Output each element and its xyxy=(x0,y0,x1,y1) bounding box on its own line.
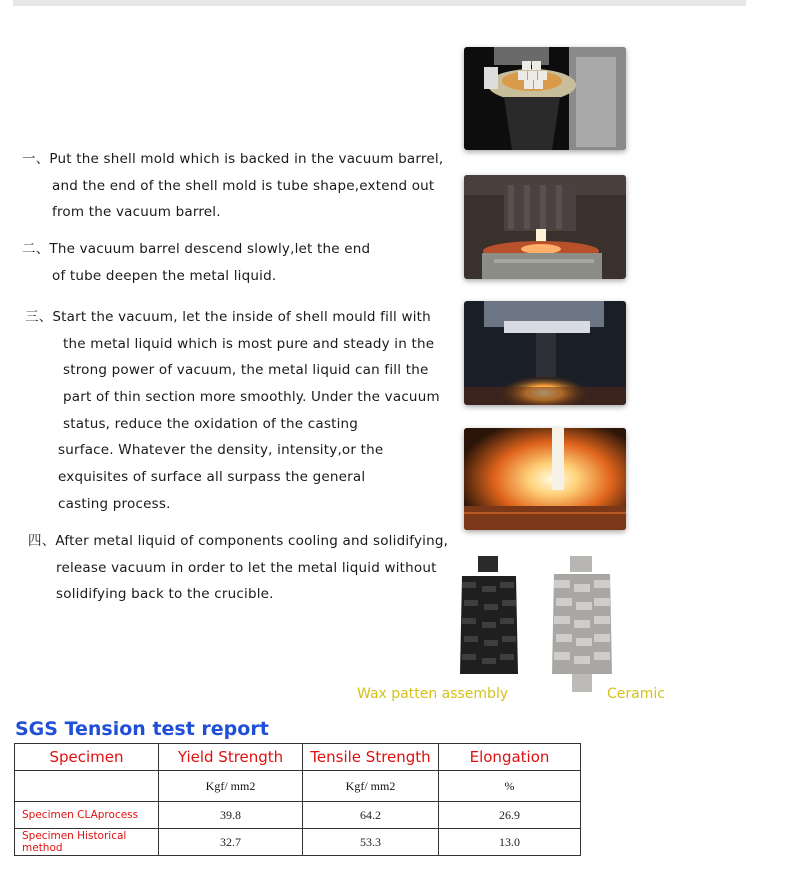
step-1-line-3: from the vacuum barrel. xyxy=(52,204,221,220)
elongation-value: 26.9 xyxy=(439,802,581,829)
specimen-name: Specimen CLAprocess xyxy=(15,802,159,829)
elongation-value: 13.0 xyxy=(439,829,581,856)
step-3-text-1: Start the vacuum, let the inside of shell mould fill with xyxy=(52,309,431,325)
step-3-line-1 xyxy=(25,309,431,325)
step-2-line-2: of tube deepen the metal liquid. xyxy=(52,268,277,284)
step-4-text-1: After metal liquid of components cooling and solidifying, xyxy=(55,533,449,549)
step-3-line-4: part of thin section more smoothly. Under the vacuum xyxy=(63,389,440,405)
specimen-name: Specimen Historical method xyxy=(15,829,159,856)
photo-wax-pattern xyxy=(456,556,522,681)
header-elongation: Elongation xyxy=(439,744,581,771)
tensile-value: 53.3 xyxy=(303,829,439,856)
unit-elongation: % xyxy=(439,771,581,802)
tension-report-table xyxy=(14,743,581,856)
header-yield-strength: Yield Strength xyxy=(159,744,303,771)
table-header-row xyxy=(15,744,581,771)
step-1-line-2: and the end of the shell mold is tube shape,extend out xyxy=(52,178,435,194)
unit-tensile: Kgf/ mm2 xyxy=(303,771,439,802)
step-3-line-5: status, reduce the oxidation of the casting xyxy=(63,416,359,432)
tensile-value: 64.2 xyxy=(303,802,439,829)
step-4-line-3: solidifying back to the crucible. xyxy=(56,586,274,602)
table-units-row xyxy=(15,771,581,802)
step-4-line-2: release vacuum in order to let the metal liquid without xyxy=(56,560,437,576)
step-3-line-6: surface. Whatever the density, intensity,or the xyxy=(58,442,384,458)
photo-barrel-descend xyxy=(464,175,626,279)
table-row xyxy=(15,802,581,829)
unit-specimen xyxy=(15,771,159,802)
yield-value: 39.8 xyxy=(159,802,303,829)
caption-wax-pattern: Wax patten assembly xyxy=(357,686,509,702)
caption-ceramic: Ceramic xyxy=(607,686,665,702)
step-3-line-3: strong power of vacuum, the metal liquid can fill the xyxy=(63,362,429,378)
step-3-line-8: casting process. xyxy=(58,496,171,512)
step-4-line-1 xyxy=(28,533,448,549)
photo-ceramic-shell xyxy=(548,556,616,692)
table-row xyxy=(15,829,581,856)
step-1-text-1: Put the shell mold which is backed in the vacuum barrel, xyxy=(49,151,444,167)
step-1-marker: 一、 xyxy=(22,151,50,167)
top-divider-bar xyxy=(13,0,746,6)
header-specimen: Specimen xyxy=(15,744,159,771)
header-tensile-strength: Tensile Strength xyxy=(303,744,439,771)
unit-yield: Kgf/ mm2 xyxy=(159,771,303,802)
photo-shell-mold-barrel xyxy=(464,47,626,150)
step-2-text-1: The vacuum barrel descend slowly,let the end xyxy=(49,241,371,257)
photo-metal-liquid xyxy=(464,428,626,530)
yield-value: 32.7 xyxy=(159,829,303,856)
step-4-marker: 四、 xyxy=(28,533,56,549)
step-3-line-7: exquisites of surface all surpass the general xyxy=(58,469,366,485)
step-2-marker: 二、 xyxy=(22,241,50,257)
step-1-line-1 xyxy=(22,151,443,167)
photo-vacuum-start xyxy=(464,301,626,405)
step-3-line-2: the metal liquid which is most pure and steady in the xyxy=(63,336,435,352)
step-2-line-1 xyxy=(22,241,370,257)
report-title: SGS Tension test report xyxy=(15,718,269,740)
step-3-marker: 三、 xyxy=(25,309,53,325)
